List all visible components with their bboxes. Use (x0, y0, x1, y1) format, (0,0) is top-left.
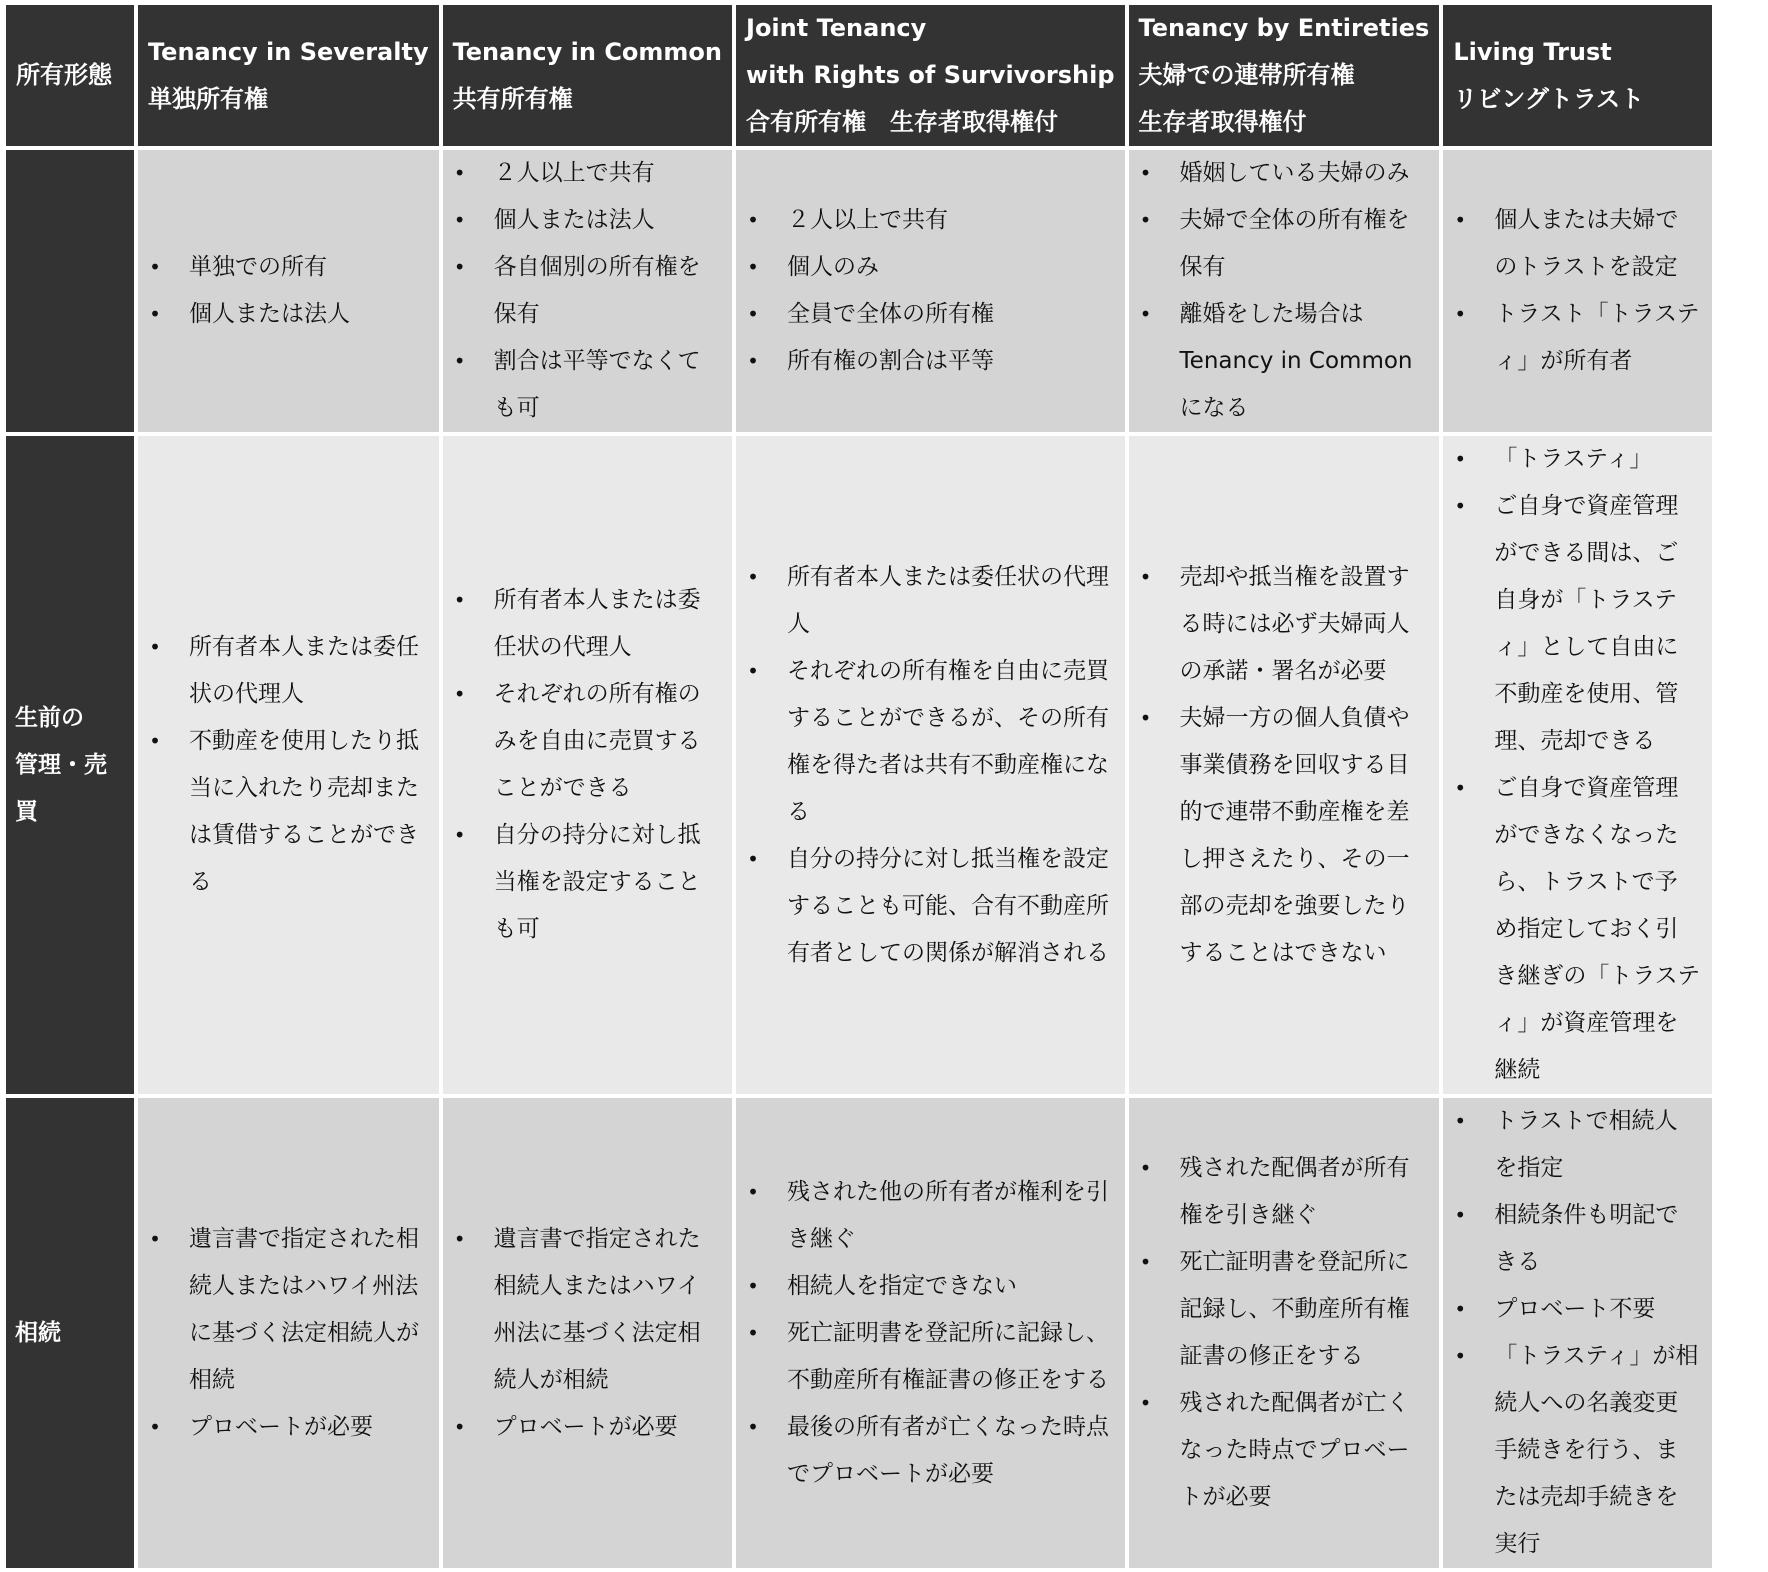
list-item-text: トラスト「トラスティ」が所有者 (1494, 301, 1700, 374)
bullet-icon: • (1454, 1109, 1467, 1133)
bullet-icon: • (453, 161, 466, 185)
list-item-text: 所有者本人または委任状の代理人 (493, 587, 701, 660)
bullet-list (146, 1216, 427, 1451)
bullet-list (1451, 436, 1700, 1094)
list-item-text: 残された配偶者が所有権を引き継ぐ (1179, 1155, 1410, 1228)
list-item-text: 死亡証明書を登記所に記録し、不動産所有権証書の修正をする (787, 1319, 1110, 1393)
list-item-text: 所有者本人または委任状の代理人 (787, 563, 1110, 637)
list-item (146, 718, 427, 906)
list-item-text: 残された配偶者が亡くなった時点でプロベートが必要 (1179, 1390, 1410, 1510)
cell-common (443, 1098, 732, 1568)
bullet-icon: • (747, 208, 759, 232)
list-item-text: ご自身で資産管理ができる間は、ご自身が「トラスティ」として自由に不動産を使用、管理、売却できる (1494, 493, 1679, 754)
bullet-list (1137, 554, 1428, 977)
cell-living-trust (1443, 436, 1712, 1094)
list-item (1451, 291, 1700, 385)
bullet-icon: • (1454, 494, 1467, 518)
bullet-list (1137, 150, 1428, 432)
bullet-list (1137, 1145, 1428, 1521)
list-item-text: 自分の持分に対し抵当権を設定することも可 (493, 822, 701, 942)
cell-severalty (138, 150, 439, 432)
row-inheritance (6, 1098, 1712, 1568)
list-item (146, 1216, 427, 1404)
bullet-list (744, 1169, 1113, 1498)
list-item-text: 死亡証明書を登記所に記録し、不動産所有権証書の修正をする (1179, 1249, 1410, 1369)
list-item-text: プロベートが必要 (493, 1413, 678, 1440)
cell-common (443, 436, 732, 1094)
bullet-icon: • (149, 729, 161, 753)
list-item-text: プロベート不要 (1494, 1296, 1656, 1322)
bullet-icon: • (1139, 208, 1152, 232)
bullet-list (451, 150, 720, 432)
list-item-text: 夫婦一方の個人負債や事業債務を回収する目的で連帯不動産権を差し押さえたり、その一部の売却を強要したりすることはできない (1179, 704, 1410, 966)
bullet-icon: • (453, 1414, 466, 1439)
column-header-line: Joint Tenancy (746, 14, 927, 42)
cell-living-trust (1443, 150, 1712, 432)
list-item-text: 相続人を指定できない (787, 1272, 1018, 1299)
list-item-text: 離婚をした場合はTenancy in Commonになる (1179, 301, 1413, 421)
bullet-icon: • (747, 349, 759, 373)
cell-severalty (138, 1098, 439, 1568)
cell-entireties (1129, 436, 1440, 1094)
list-item (744, 1310, 1113, 1404)
cell-living-trust (1443, 1098, 1712, 1568)
column-header-joint (736, 5, 1125, 146)
row-header (6, 150, 134, 432)
list-item (1451, 1192, 1700, 1286)
bullet-icon: • (1454, 208, 1467, 232)
list-item-text: 相続条件も明記できる (1494, 1202, 1679, 1275)
bullet-icon: • (1139, 1391, 1152, 1415)
corner-label: 所有形態 (16, 61, 112, 89)
bullet-icon: • (747, 1414, 759, 1439)
list-item-text: 全員で全体の所有権 (787, 301, 995, 327)
list-item-text: 遺言書で指定された相続人またはハワイ州法に基づく法定相続人が相続 (493, 1225, 701, 1393)
column-header-severalty (138, 5, 439, 146)
list-item-text: 各自個別の所有権を保有 (493, 254, 701, 327)
table-body (6, 150, 1712, 1568)
list-item (1451, 483, 1700, 765)
list-item (1451, 436, 1700, 483)
bullet-list (744, 197, 1113, 385)
list-item-text: 割合は平等でなくても可 (493, 348, 701, 421)
list-item (744, 244, 1113, 291)
bullet-list (1451, 197, 1700, 385)
list-item-text: 最後の所有者が亡くなった時点でプロベートが必要 (787, 1413, 1110, 1487)
column-header-line: 単独所有権 (148, 84, 268, 113)
list-item-text: 売却や抵当権を設置する時には必ず夫婦両人の承諾・署名が必要 (1179, 563, 1410, 684)
list-item (1451, 1333, 1700, 1568)
list-item (451, 338, 720, 432)
list-item (146, 291, 427, 338)
list-item (451, 244, 720, 338)
list-item-text: 夫婦で全体の所有権を保有 (1179, 207, 1410, 280)
bullet-icon: • (149, 1226, 161, 1251)
list-item (1137, 197, 1428, 291)
bullet-icon: • (453, 349, 466, 373)
list-item (1451, 765, 1700, 1094)
header-row (6, 5, 1712, 146)
list-item-text: 不動産を使用したり抵当に入れたり売却または賃借することができる (189, 728, 419, 895)
bullet-list (1451, 1098, 1700, 1568)
list-item (146, 1404, 427, 1451)
list-item-text: それぞれの所有権のみを自由に売買することができる (493, 681, 701, 801)
bullet-icon: • (453, 208, 466, 232)
ownership-comparison-table (2, 1, 1716, 1572)
bullet-icon: • (149, 635, 161, 659)
list-item-text: 個人のみ (787, 254, 880, 280)
cell-joint (736, 1098, 1125, 1568)
list-item-text: 個人または夫婦でのトラストを設定 (1494, 207, 1679, 280)
list-item (451, 150, 720, 197)
bullet-icon: • (747, 255, 759, 279)
column-header-line: 夫婦での連帯所有権 (1138, 61, 1355, 89)
list-item-text: プロベートが必要 (189, 1413, 373, 1440)
list-item (744, 1404, 1113, 1498)
list-item (744, 1169, 1113, 1263)
cell-common (443, 150, 732, 432)
list-item (451, 1404, 720, 1451)
bullet-icon: • (149, 255, 161, 279)
list-item (744, 648, 1113, 836)
list-item (744, 197, 1113, 244)
list-item (1137, 695, 1428, 977)
cell-entireties (1129, 1098, 1440, 1568)
column-header-line: Tenancy by Entireties (1138, 14, 1430, 42)
list-item (451, 1216, 720, 1404)
cell-joint (736, 436, 1125, 1094)
list-item-text: 個人または法人 (189, 301, 350, 327)
list-item-text: 所有権の割合は平等 (787, 348, 995, 374)
bullet-icon: • (1454, 1344, 1467, 1368)
row-header-line: 相続 (15, 1319, 61, 1346)
list-item-text: 遺言書で指定された相続人またはハワイ州法に基づく法定相続人が相続 (189, 1225, 419, 1393)
list-item (1137, 1145, 1428, 1239)
column-header-living-trust (1443, 5, 1712, 146)
column-header-line: 共有所有権 (452, 84, 573, 113)
bullet-list (146, 244, 427, 338)
bullet-icon: • (747, 1179, 759, 1204)
list-item-text: 自分の持分に対し抵当権を設定することも可能、合有不動産所有者としての関係が解消される (787, 845, 1110, 966)
bullet-icon: • (453, 823, 466, 847)
list-item (1137, 554, 1428, 695)
bullet-icon: • (453, 588, 466, 612)
list-item (146, 624, 427, 718)
column-header-line: Tenancy in Common (452, 37, 723, 66)
list-item-text: 残された他の所有者が権利を引き継ぐ (787, 1178, 1110, 1252)
bullet-icon: • (149, 1414, 161, 1439)
list-item (451, 671, 720, 812)
bullet-icon: • (747, 658, 759, 683)
list-item-text: 単独での所有 (189, 254, 327, 280)
list-item-text: トラストで相続人を指定 (1494, 1108, 1678, 1181)
bullet-icon: • (453, 1226, 466, 1251)
list-item (1451, 1286, 1700, 1333)
list-item (744, 1263, 1113, 1310)
corner-header (6, 5, 134, 146)
list-item (451, 577, 720, 671)
bullet-list (451, 577, 720, 953)
row-header (6, 1098, 134, 1568)
list-item (146, 244, 427, 291)
bullet-icon: • (747, 1273, 759, 1298)
column-header-common (443, 5, 732, 146)
bullet-icon: • (747, 564, 759, 589)
column-header-entireties (1129, 5, 1440, 146)
list-item (1451, 197, 1700, 291)
row-lifetime-management (6, 436, 1712, 1094)
list-item (451, 812, 720, 953)
list-item (1451, 1098, 1700, 1192)
bullet-icon: • (1139, 302, 1152, 326)
list-item (1137, 291, 1428, 432)
bullet-icon: • (747, 1320, 759, 1345)
row-header-line: 管理・売買 (15, 751, 107, 825)
list-item (744, 291, 1113, 338)
bullet-icon: • (1139, 705, 1152, 730)
row-header (6, 436, 134, 1094)
bullet-icon: • (1454, 1203, 1467, 1227)
list-item-text: ２人以上で共有 (787, 207, 949, 233)
cell-entireties (1129, 150, 1440, 432)
list-item-text: ２人以上で共有 (493, 160, 655, 186)
list-item-text: 「トラスティ」 (1494, 446, 1653, 472)
bullet-icon: • (747, 302, 759, 326)
bullet-icon: • (1139, 1156, 1152, 1180)
list-item (1137, 150, 1428, 197)
list-item (744, 836, 1113, 977)
bullet-list (451, 1216, 720, 1451)
bullet-icon: • (1139, 564, 1152, 589)
bullet-icon: • (1454, 302, 1467, 326)
bullet-icon: • (747, 846, 759, 871)
column-header-line: Living Trust (1453, 37, 1612, 66)
cell-severalty (138, 436, 439, 1094)
bullet-list (146, 624, 427, 906)
list-item (744, 338, 1113, 385)
bullet-icon: • (149, 302, 161, 326)
column-header-line: Tenancy in Severalty (148, 37, 429, 66)
bullet-icon: • (1454, 1297, 1467, 1321)
bullet-icon: • (1454, 447, 1467, 471)
list-item-text: 「トラスティ」が相続人への名義変更手続きを行う、または売却手続きを実行 (1494, 1343, 1699, 1557)
row-header-line: 生前の (15, 704, 84, 731)
bullet-icon: • (1454, 776, 1467, 800)
list-item (451, 197, 720, 244)
list-item-text: 所有者本人または委任状の代理人 (189, 634, 419, 707)
list-item-text: ご自身で資産管理ができなくなったら、トラストで予め指定しておく引き継ぎの「トラスティ」が資産管理を継続 (1494, 775, 1701, 1083)
list-item (744, 554, 1113, 648)
bullet-icon: • (453, 682, 466, 706)
list-item (1137, 1380, 1428, 1521)
cell-joint (736, 150, 1125, 432)
bullet-icon: • (1139, 161, 1152, 185)
row-ownership (6, 150, 1712, 432)
bullet-list (744, 554, 1113, 977)
list-item-text: それぞれの所有権を自由に売買することができるが、その所有権を得た者は共有不動産権になる (787, 657, 1110, 825)
bullet-icon: • (1139, 1250, 1152, 1274)
list-item-text: 個人または法人 (493, 207, 655, 233)
column-header-line: 生存者取得権付 (1138, 108, 1307, 136)
list-item-text: 婚姻している夫婦のみ (1179, 160, 1410, 186)
column-header-line: リビングトラスト (1453, 84, 1645, 113)
column-header-line: with Rights of Survivorship (746, 61, 1115, 89)
bullet-icon: • (453, 255, 466, 279)
column-header-line: 合有所有権 生存者取得権付 (746, 108, 1059, 136)
list-item (1137, 1239, 1428, 1380)
